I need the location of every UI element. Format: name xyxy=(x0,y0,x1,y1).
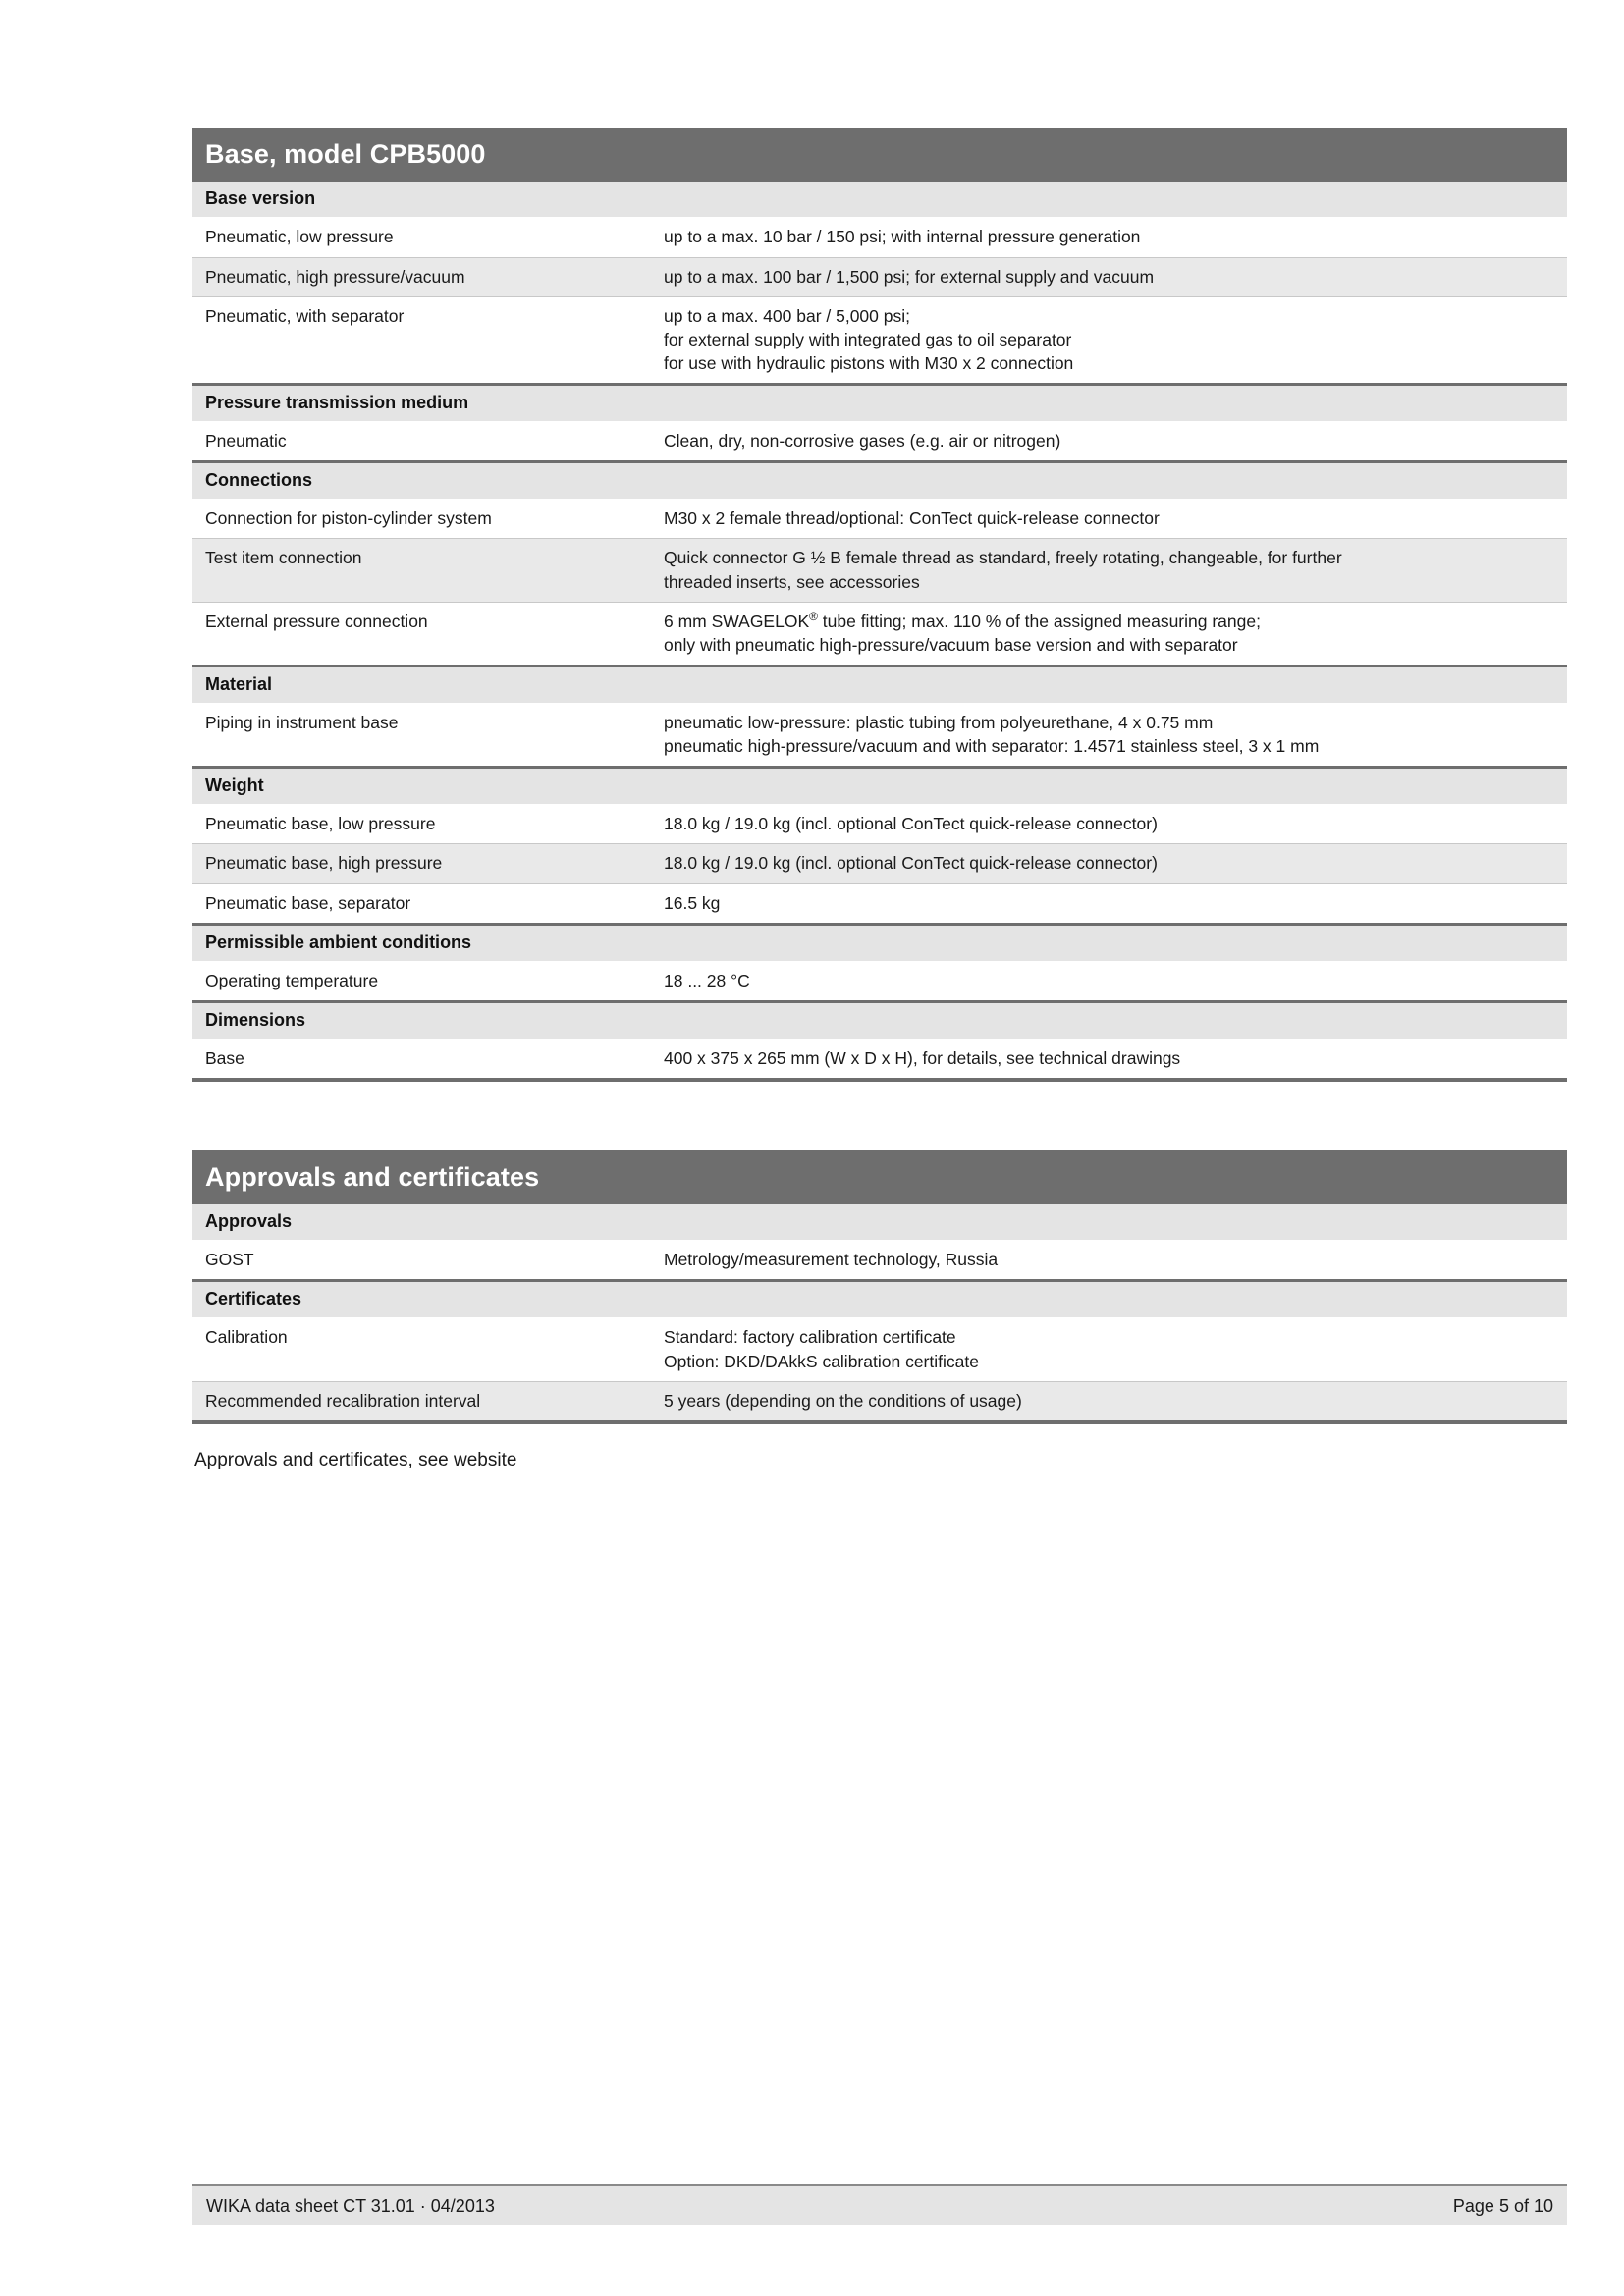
spec-row-label: Operating temperature xyxy=(192,961,664,1000)
spec-row-value xyxy=(664,883,1567,923)
group-header-row xyxy=(192,769,1567,805)
sections-container xyxy=(192,128,1567,1424)
spec-value-line: pneumatic low-pressure: plastic tubing from polyeurethane, 4 x 0.75 mm xyxy=(664,712,1214,732)
spec-value-line: up to a max. 10 bar / 150 psi; with internal pressure generation xyxy=(664,227,1141,247)
spec-value-line: Standard: factory calibration certificate xyxy=(664,1327,956,1348)
spec-row-label: Recommended recalibration interval xyxy=(192,1381,664,1420)
spec-section xyxy=(192,128,1567,1082)
spec-row xyxy=(192,1318,1567,1381)
spec-value-line: Option: DKD/DAkkS calibration certificate xyxy=(664,1351,979,1371)
spec-row xyxy=(192,1039,1567,1078)
spec-value-line: Metrology/measurement technology, Russia xyxy=(664,1250,999,1270)
spec-row xyxy=(192,1241,1567,1280)
spec-row-label: Calibration xyxy=(192,1318,664,1381)
spec-row xyxy=(192,257,1567,296)
spec-row-label: Pneumatic base, separator xyxy=(192,883,664,923)
section-bottom-rule xyxy=(192,1420,1567,1424)
group-header-row xyxy=(192,182,1567,218)
spec-row-value xyxy=(664,1381,1567,1420)
spec-value-line: pneumatic high-pressure/vacuum and with separator: 1.4571 stainless steel, 3 x 1 mm xyxy=(664,736,1320,757)
spec-value-line: 18.0 kg / 19.0 kg (incl. optional ConTect quick-release connector) xyxy=(664,853,1158,874)
spec-row-label: Pneumatic xyxy=(192,422,664,461)
page-content xyxy=(192,128,1567,1471)
group-header-label: Material xyxy=(192,667,1567,704)
spec-row xyxy=(192,805,1567,844)
spec-value-line: 5 years (depending on the conditions of usage) xyxy=(664,1390,1022,1411)
spec-row-label: External pressure connection xyxy=(192,602,664,665)
footer-left-text: WIKA data sheet CT 31.01 · 04/2013 xyxy=(206,2195,495,2216)
group-header-row xyxy=(192,667,1567,704)
group-header-label: Certificates xyxy=(192,1282,1567,1318)
spec-row-value xyxy=(664,422,1567,461)
footer-page-number: Page 5 of 10 xyxy=(1452,2195,1553,2216)
spec-row-label: Connection for piston-cylinder system xyxy=(192,500,664,539)
group-header-label: Dimensions xyxy=(192,1003,1567,1040)
section-title: Base, model CPB5000 xyxy=(192,128,1567,182)
spec-section xyxy=(192,1150,1567,1424)
spec-row-value xyxy=(664,218,1567,257)
group-header-row xyxy=(192,1282,1567,1318)
spec-row-value xyxy=(664,500,1567,539)
spec-row-value xyxy=(664,539,1567,602)
spec-row xyxy=(192,296,1567,383)
spec-value-line: 6 mm SWAGELOK® tube fitting; max. 110 % of the assigned measuring range; xyxy=(664,609,1261,631)
spec-row-value xyxy=(664,296,1567,383)
group-header-row xyxy=(192,386,1567,422)
spec-row-value xyxy=(664,1039,1567,1078)
spec-value-line: 18.0 kg / 19.0 kg (incl. optional ConTect quick-release connector) xyxy=(664,814,1158,834)
spec-row-label: Pneumatic base, low pressure xyxy=(192,805,664,844)
spec-row-label: Base xyxy=(192,1039,664,1078)
spec-row xyxy=(192,539,1567,602)
spec-value-line: Clean, dry, non-corrosive gases (e.g. air or nitrogen) xyxy=(664,431,1061,452)
spec-value-line: Quick connector G ½ B female thread as standard, freely rotating, changeable, for further xyxy=(664,548,1342,568)
spec-row-value xyxy=(664,703,1567,766)
spec-row xyxy=(192,500,1567,539)
spec-value-line: 16.5 kg xyxy=(664,892,721,913)
spec-value-line: M30 x 2 female thread/optional: ConTect quick-release connector xyxy=(664,508,1160,529)
spec-row-label: Pneumatic, with separator xyxy=(192,296,664,383)
spec-table xyxy=(192,182,1567,1078)
spec-row-label: GOST xyxy=(192,1241,664,1280)
spec-row xyxy=(192,218,1567,257)
group-header-label: Approvals xyxy=(192,1204,1567,1241)
group-header-row xyxy=(192,1003,1567,1040)
group-header-label: Pressure transmission medium xyxy=(192,386,1567,422)
spec-row-label: Pneumatic, high pressure/vacuum xyxy=(192,257,664,296)
spec-row-value xyxy=(664,844,1567,883)
spec-row-value xyxy=(664,1318,1567,1381)
spec-row-value xyxy=(664,602,1567,665)
spec-row-label: Piping in instrument base xyxy=(192,703,664,766)
spec-row-value xyxy=(664,257,1567,296)
spec-row xyxy=(192,1381,1567,1420)
spec-row-value xyxy=(664,961,1567,1000)
group-header-label: Permissible ambient conditions xyxy=(192,926,1567,962)
section-title: Approvals and certificates xyxy=(192,1150,1567,1204)
spec-row-value xyxy=(664,805,1567,844)
spec-value-line: 400 x 375 x 265 mm (W x D x H), for details, see technical drawings xyxy=(664,1047,1181,1068)
spec-row-label: Pneumatic, low pressure xyxy=(192,218,664,257)
spec-row-label: Pneumatic base, high pressure xyxy=(192,844,664,883)
section-gap xyxy=(192,1082,1567,1150)
spec-value-line: only with pneumatic high-pressure/vacuum base version and with separator xyxy=(664,634,1238,655)
spec-table xyxy=(192,1204,1567,1420)
spec-value-line: up to a max. 400 bar / 5,000 psi; xyxy=(664,305,910,326)
spec-value-line: up to a max. 100 bar / 1,500 psi; for external supply and vacuum xyxy=(664,266,1155,287)
spec-value-line: threaded inserts, see accessories xyxy=(664,571,920,592)
spec-row xyxy=(192,422,1567,461)
spec-value-line: for external supply with integrated gas to oil separator xyxy=(664,329,1072,349)
group-header-label: Weight xyxy=(192,769,1567,805)
group-header-row xyxy=(192,1204,1567,1241)
approvals-note: Approvals and certificates, see website xyxy=(194,1449,517,1470)
spec-row xyxy=(192,844,1567,883)
group-header-row xyxy=(192,926,1567,962)
spec-row xyxy=(192,883,1567,923)
spec-value-line: 18 ... 28 °C xyxy=(664,970,750,990)
group-header-row xyxy=(192,463,1567,500)
spec-row xyxy=(192,602,1567,665)
spec-row xyxy=(192,961,1567,1000)
spec-row-label: Test item connection xyxy=(192,539,664,602)
group-header-label: Base version xyxy=(192,182,1567,218)
spec-row-value xyxy=(664,1241,1567,1280)
spec-row xyxy=(192,703,1567,766)
group-header-label: Connections xyxy=(192,463,1567,500)
page-footer xyxy=(192,2184,1567,2225)
spec-value-line: for use with hydraulic pistons with M30 x 2 connection xyxy=(664,352,1074,373)
